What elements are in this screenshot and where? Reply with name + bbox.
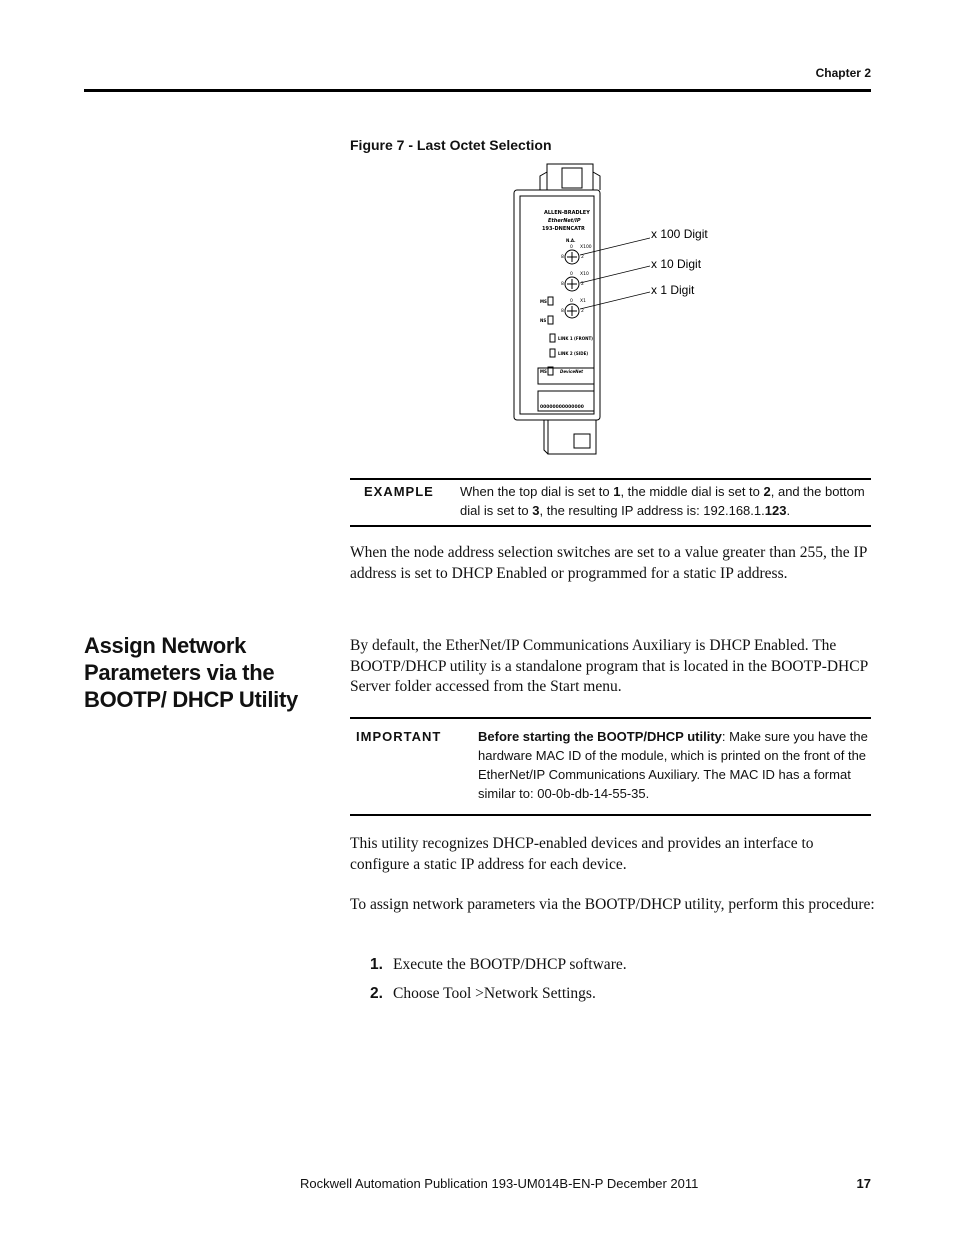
chapter-label: Chapter 2 <box>815 66 871 80</box>
footer-publication: Rockwell Automation Publication 193-UM014B-EN-P December 2011 <box>300 1176 699 1191</box>
list-item: 2. Choose Tool >Network Settings. <box>370 985 596 1002</box>
callout-x10: x 10 Digit <box>651 257 702 271</box>
leader-x10 <box>580 266 650 283</box>
example-bottom-rule <box>350 525 871 527</box>
svg-text:00000000000000: 00000000000000 <box>540 405 584 410</box>
svg-text:DeviceNet: DeviceNet <box>560 369 584 374</box>
svg-text:2: 2 <box>581 255 584 260</box>
device-body <box>514 190 600 420</box>
section-heading: Assign Network Parameters via the BOOTP/ DHCP Utility <box>84 633 298 712</box>
example-top-rule <box>350 478 871 480</box>
led-ms <box>548 297 553 305</box>
callout-x1: x 1 Digit <box>651 283 695 297</box>
svg-text:ALLEN-BRADLEY: ALLEN-BRADLEY <box>544 210 590 216</box>
svg-text:MS: MS <box>540 299 547 304</box>
led-link1 <box>550 334 555 342</box>
important-top-rule <box>350 717 871 719</box>
example-text: When the top dial is set to 1, the middle dial is set to 2, and the bottom dial is set to 3, the resulting IP address is: 192.168.1.123. <box>460 484 865 518</box>
example-label: EXAMPLE <box>364 484 434 499</box>
svg-text:X1: X1 <box>580 299 586 304</box>
svg-text:NS: NS <box>540 318 547 323</box>
header-rule <box>84 89 871 92</box>
leader-x1 <box>580 292 650 309</box>
list-item: 1. Execute the BOOTP/DHCP software. <box>370 956 627 973</box>
svg-text:8: 8 <box>561 282 564 287</box>
bottom-connector-port <box>574 434 590 448</box>
callout-x100: x 100 Digit <box>651 227 708 241</box>
page-number: 17 <box>856 1176 871 1191</box>
paragraph-switch-range: When the node address selection switches are set to a value greater than 255, the IP address is set to DHCP Enabled or programmed for a static IP address. <box>350 544 867 582</box>
svg-text:0: 0 <box>570 299 573 304</box>
paragraph-dhcp-default: By default, the EtherNet/IP Communications Auxiliary is DHCP Enabled. The BOOTP/DHCP utility is a standalone program that is located in the BOOTP-DHCP Server folder accessed from the Start menu. <box>350 637 868 695</box>
svg-text:2: 2 <box>581 309 584 314</box>
svg-text:X10: X10 <box>580 272 589 277</box>
bottom-connector <box>548 420 596 454</box>
svg-text:LINK 1 (FRONT): LINK 1 (FRONT) <box>558 336 593 341</box>
svg-text:N.A.: N.A. <box>566 238 576 243</box>
svg-text:193-DNENCATR: 193-DNENCATR <box>542 226 585 232</box>
svg-text:0: 0 <box>570 272 573 277</box>
svg-text:LINK 2 (SIDE): LINK 2 (SIDE) <box>558 351 589 356</box>
important-bottom-rule <box>350 814 871 816</box>
svg-text:X100: X100 <box>580 245 592 250</box>
important-label: IMPORTANT <box>356 729 442 744</box>
top-connector-port <box>562 168 582 188</box>
svg-text:EtherNet/IP: EtherNet/IP <box>548 218 581 224</box>
svg-text:8: 8 <box>561 309 564 314</box>
figure-caption: Figure 7 - Last Octet Selection <box>350 137 552 153</box>
led-link2 <box>550 349 555 357</box>
led-ns <box>548 316 553 324</box>
svg-text:8: 8 <box>561 255 564 260</box>
svg-text:0: 0 <box>570 245 573 250</box>
important-text: Before starting the BOOTP/DHCP utility: Make sure you have the hardware MAC ID of the module, which is printed on the front of the EtherNet/IP Communications Auxiliary. The MAC ID has a format similar to: 00-0b-db-14-55-35. <box>478 729 868 801</box>
svg-text:MS: MS <box>540 369 547 374</box>
device-illustration <box>500 158 730 458</box>
svg-text:2: 2 <box>581 282 584 287</box>
paragraph-procedure: To assign network parameters via the BOOTP/DHCP utility, perform this procedure: <box>350 896 875 913</box>
paragraph-utility: This utility recognizes DHCP-enabled devices and provides an interface to configure a static IP address for each device. <box>350 835 814 873</box>
